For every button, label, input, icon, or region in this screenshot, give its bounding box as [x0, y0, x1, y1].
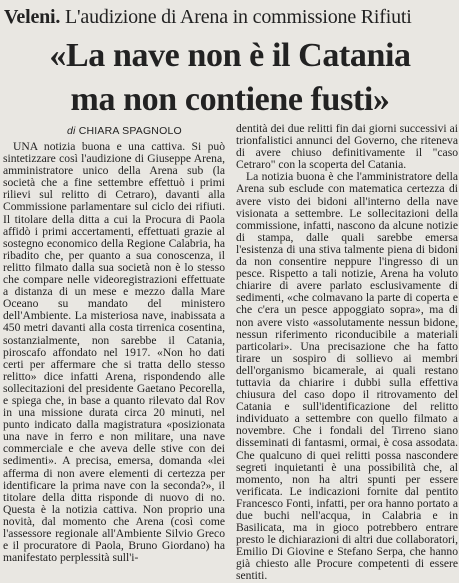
headline-line-2: ma non contiene fusti» [70, 81, 390, 118]
column-paragraph: dentità dei due relitti fin dai giorni successivi ai trionfalistici annunci del Governo, che riteneva di avere chiuso definitivamente il "caso Cetraro" con la scoperta del Catania. [236, 122, 458, 172]
article-column-right [236, 123, 458, 583]
article-byline [67, 125, 182, 137]
column-paragraph: UNA notizia buona e una cattiva. Si può sintetizzare così l'audizione di Giuseppe Arena, amministratore unico della Arena sub (la società che a fine settembre effettuò i primi rilievi sul relitto di Cetraro), davanti alla Commissione parlamentare sul ciclo dei rifiuti. Il titolare della ditta a cui la Procura di Paola affidò i primi accertamenti, effettuati grazie al sostegno economico della Regione Calabria, ha ribadito che, per quanto a sua conoscenza, il relitto filmato dalla sua società non è lo stesso che compare nelle videoregistrazioni effettuate a distanza di un mese e mezzo dalla Mare Oceano su mandato del ministero dell'Ambiente. La misteriosa nave, inabissata a 450 metri davanti alla costa tirrenica cosentina, sostanzialmente, non sarebbe il Catania, piroscafo affondato nel 1917. «Non ho dati certi per affermare che si tratta dello stesso relitto» dice infatti Arena, rispondendo alle sollecitazioni del presidente Gaetano Pecorella, e spiega che, in base a quanto rilevato dal Rov in una missione durata circa 20 minuti, nel punto indicato dalla magistratura «posizionata una nave in ferro e non militare, una nave commerciale e che aveva delle stive con dei sedimenti». A precisa, emersa, domanda «lei afferma di non avere elementi di certezza per identificare la prima nave con la seconda?», il titolare della ditta risponde di nuovo di no. Questa è la notizia cattiva. Non proprio una novità, dal momento che Arena (così come l'assessore regionale all'Ambiente Silvio Greco e il procuratore di Paola, Bruno Giordano) ha manifestato perplessità sull'i- [3, 140, 225, 565]
column-paragraph: La notizia buona è che l'amministratore della Arena sub esclude con matematica certezza di avere visto dei bidoni all'interno della nave visionata a settembre. Le sollecitazioni della commissione, infatti, nascono da alcune notizie di stampa, dalle quali sarebbe emersa l'esistenza di una stiva talmente piena di bidoni da non consentire neppure l'ingresso di un pesce. Rispetto a tali notizie, Arena ha voluto chiarire di avere parlato esclusivamente di sedimenti, «che colmavano la parte di coperta e che c'era un pesce appoggiato sopra», ma di non avere visto «assolutamente nessun bidone, nessun riferimento riconducibile a materiali particolari». Una precisazione che ha fatto tirare un sospiro di sollievo ai membri dell'organismo bicamerale, ai quali restano tuttavia da chiarire i dubbi sulla effettiva chiusura del caso dopo il ritrovamento del Catania e sull'identificazione del relitto individuato a settembre con quello filmato a novembre. Che i fondali del Tirreno siano disseminati di fantasmi, ormai, è cosa assodata. Che qualcuno di quei relitti possa nascondere segreti inquietanti è una possibilità che, al momento, non ha altri spunti per essere verificata. Le indicazioni fornite dal pentito Francesco Fonti, infatti, per ora hanno portato a due buchi nell'acqua, in Calabria e in Basilicata, ma in gioco potrebbero entrare presto le dichiarazioni di altri due collaboratori, Emilio Di Giovine e Stefano Serpa, che hanno già chiesto alle Procure competenti di essere sentiti. [236, 170, 458, 583]
byline-prefix: di [67, 125, 76, 137]
headline-line-1: «La nave non è il Catania [49, 37, 411, 74]
article-kicker [4, 3, 456, 31]
kicker-text: L'audizione di Arena in commissione Rifiuti [65, 6, 412, 28]
article-headline [4, 34, 456, 122]
kicker-topic: Veleni. [4, 6, 61, 28]
byline-author: CHIARA SPAGNOLO [78, 125, 182, 137]
article-column-left [3, 141, 225, 564]
